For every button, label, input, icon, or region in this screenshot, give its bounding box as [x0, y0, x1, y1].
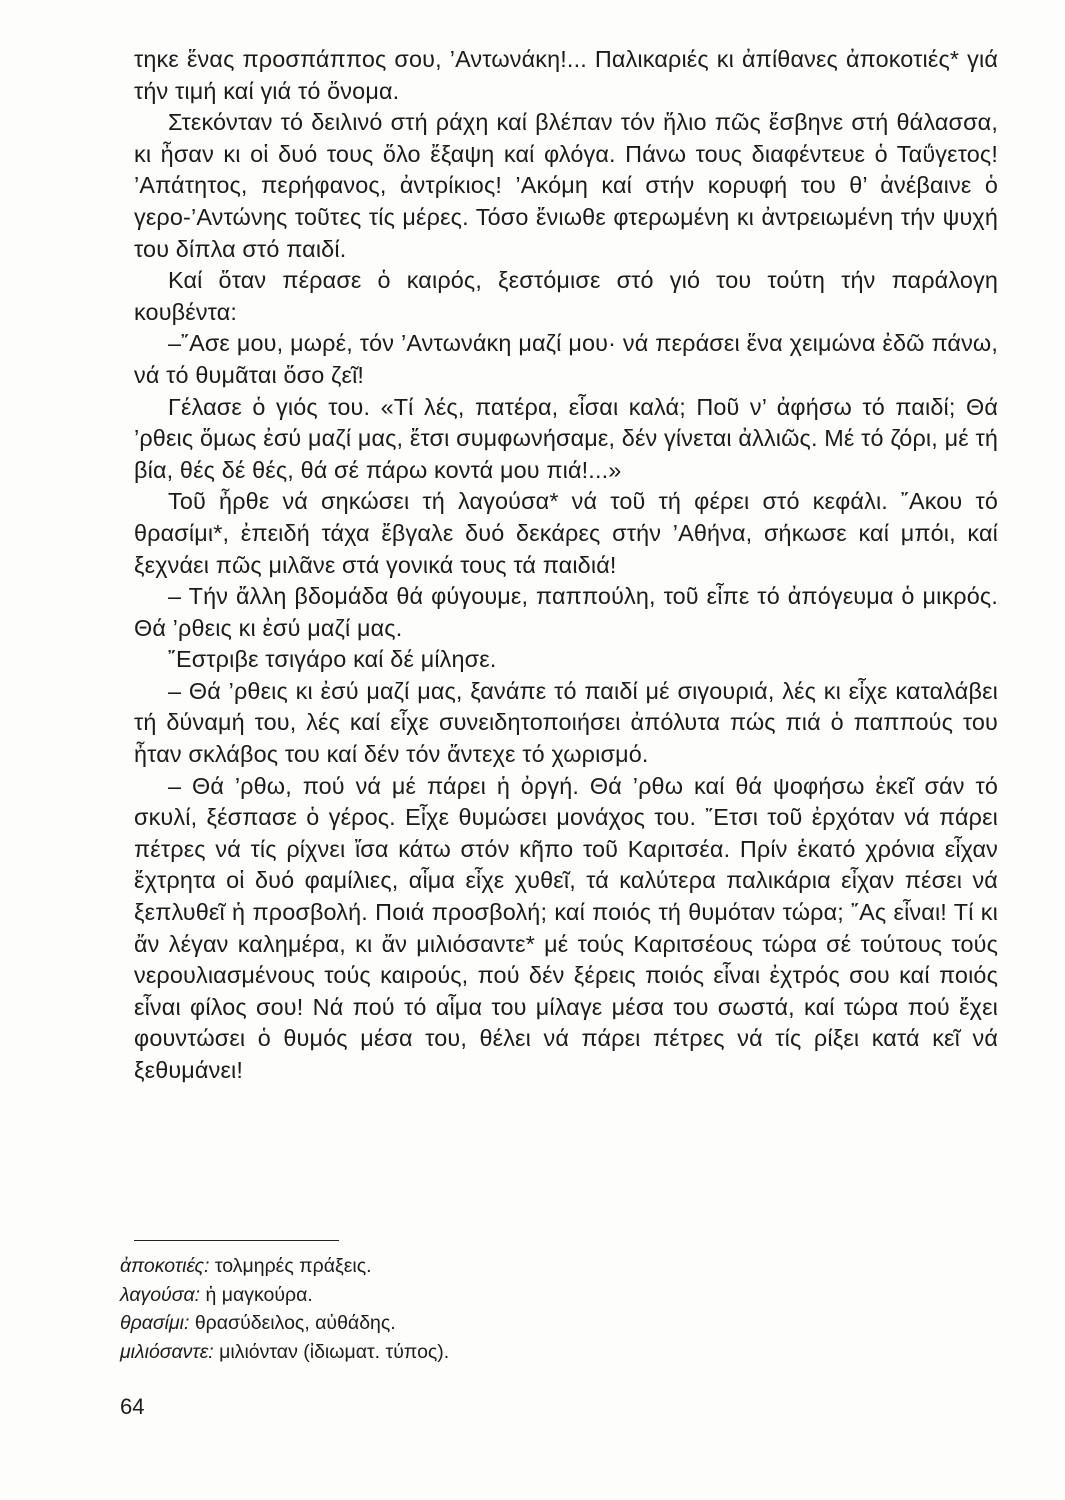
footnote-definition: τολμηρές πράξεις.: [214, 1255, 372, 1277]
footnote-term: λαγούσα:: [120, 1283, 201, 1306]
paragraph: ῎Εστριβε τσιγάρο καί δέ μίλησε.: [168, 646, 497, 673]
footnote-definition: μιλιόνταν (ἰδιωματ. τύπος).: [219, 1340, 450, 1363]
footnote: [120, 1309, 740, 1338]
paragraph: Στεκόνταν τό δειλινό στή ράχη καί βλέπαν τόν ἥλιο πῶς ἔσβηνε στή θάλασσα, κι ἦσαν κι οἱ δυό τους ὅλο ἔξαψη καί φλόγα. Πάνω τους διαφέντευε ὁ Ταΰγετος! ’Απάτητος, περήφανος, ἀντρίκιος! ’Ακόμη καί στήν κορυφή του θ’ ἀνέβαινε ὁ γερο-’Αντώνης τοῦτες τίς μέρες. Τόσο ἔνιωθε φτερωμένη κι ἀντρειωμένη τήν ψυχή του δίπλα στό παιδί.: [134, 109, 998, 262]
paragraph: – Τήν ἄλλη βδομάδα θά φύγουμε, παππούλη, τοῦ εἶπε τό ἀπόγευμα ὁ μικρός. Θά ’ρθεις κι ἐσύ μαζί μας.: [134, 583, 998, 641]
paragraph: τηκε ἕνας προσπάππος σου, ’Αντωνάκη!... Παλικαριές κι ἀπίθανες ἀποκοτιές* γιά τήν τιμή καί γιά τό ὄνομα.: [134, 46, 998, 104]
paragraph: Καί ὅταν πέρασε ὁ καιρός, ξεστόμισε στό γιό του τούτη τήν παράλογη κουβέντα:: [134, 267, 998, 325]
footnote-term: θρασίμι:: [120, 1312, 190, 1334]
footnote: [120, 1281, 740, 1310]
footnote-definition: θρασύδειλος, αὐθάδης.: [194, 1312, 396, 1334]
paragraph: Γέλασε ὁ γιός του. «Τί λές, πατέρα, εἶσαι καλά; Ποῦ ν’ ἀφήσω τό παιδί; Θά ’ρθεις ὅμως ἐσύ μαζί μας, ἔτσι συμφωνήσαμε, δέν γίνεται ἀλλιῶς. Μέ τό ζόρι, μέ τή βία, θές δέ θές, θά σέ πάρω κοντά μου πιά!...»: [134, 393, 998, 483]
footnote: [120, 1338, 740, 1367]
footnote-term: ἀποκοτιές:: [120, 1255, 210, 1277]
footnote-definition: ἡ μαγκούρα.: [205, 1283, 313, 1306]
footnote-term: μιλιόσαντε:: [120, 1340, 214, 1363]
footnote-divider: [134, 1240, 339, 1241]
paragraph: –῎Ασε μου, μωρέ, τόν ’Αντωνάκη μαζί μου· νά περάσει ἕνα χειμώνα ἐδῶ πάνω, νά τό θυμᾶται ὅσο ζεῖ!: [134, 330, 998, 388]
main-text: [134, 44, 998, 1087]
paragraph: – Θά ’ρθω, πού νά μέ πάρει ἡ ὀργή. Θά ’ρθω καί θά ψοφήσω ἐκεῖ σάν τό σκυλί, ξέσπασε ὁ γέρος. Εἶχε θυμώσει μονάχος του. ῎Ετσι τοῦ ἐρχόταν νά πάρει πέτρες νά τίς ρίχνει ἴσα κάτω στόν κῆπο τοῦ Καριτσέα. Πρίν ἑκατό χρόνια εἶχαν ἔχτρητα οἱ δυό φαμίλιες, αἷμα εἶχε χυθεῖ, τά καλύτερα παλικάρια εἶχαν πέσει νά ξεπλυθεῖ ἡ προσβολή. Ποιά προσβολή; καί ποιός τή θυμόταν τώρα; ῎Ας εἶναι! Τί κι ἄν λέγαν καλημέρα, κι ἄν μιλιόσαντε* μέ τούς Καριτσέους τώρα σέ τούτους τούς νερουλιασμένους τούς καιρούς, πού δέν ξέρεις ποιός εἶναι ἐχτρός σου καί ποιός εἶναι φίλος σου! Νά πού τό αἷμα του μίλαγε μέσα του σωστά, καί τώρα πού ἔχει φουντώσει ὁ θυμός μέσα του, θέλει νά πάρει πέτρες νά τίς ρίξει κατά κεῖ νά ξεθυμάνει!: [134, 772, 998, 1083]
footnotes: [120, 1252, 740, 1366]
paragraph: Τοῦ ἦρθε νά σηκώσει τή λαγούσα* νά τοῦ τή φέρει στό κεφάλι. ῎Ακου τό θρασίμι*, ἐπειδή τάχα ἔβγαλε δυό δεκάρες στήν ’Αθήνα, σήκωσε καί μπόι, καί ξεχνάει πῶς μιλᾶνε στά γονικά τους τά παιδιά!: [134, 488, 998, 578]
footnote: [120, 1252, 740, 1281]
page-number: 64: [120, 1394, 145, 1419]
paragraph: – Θά ’ρθεις κι ἐσύ μαζί μας, ξανάπε τό παιδί μέ σιγουριά, λές κι εἶχε καταλάβει τή δύναμή του, λές καί εἶχε συνειδητοποιήσει ἀπόλυτα πώς πιά ὁ παππούς του ἦταν σκλάβος του καί δέν τόν ἄντεχε τό χωρισμό.: [134, 677, 998, 768]
